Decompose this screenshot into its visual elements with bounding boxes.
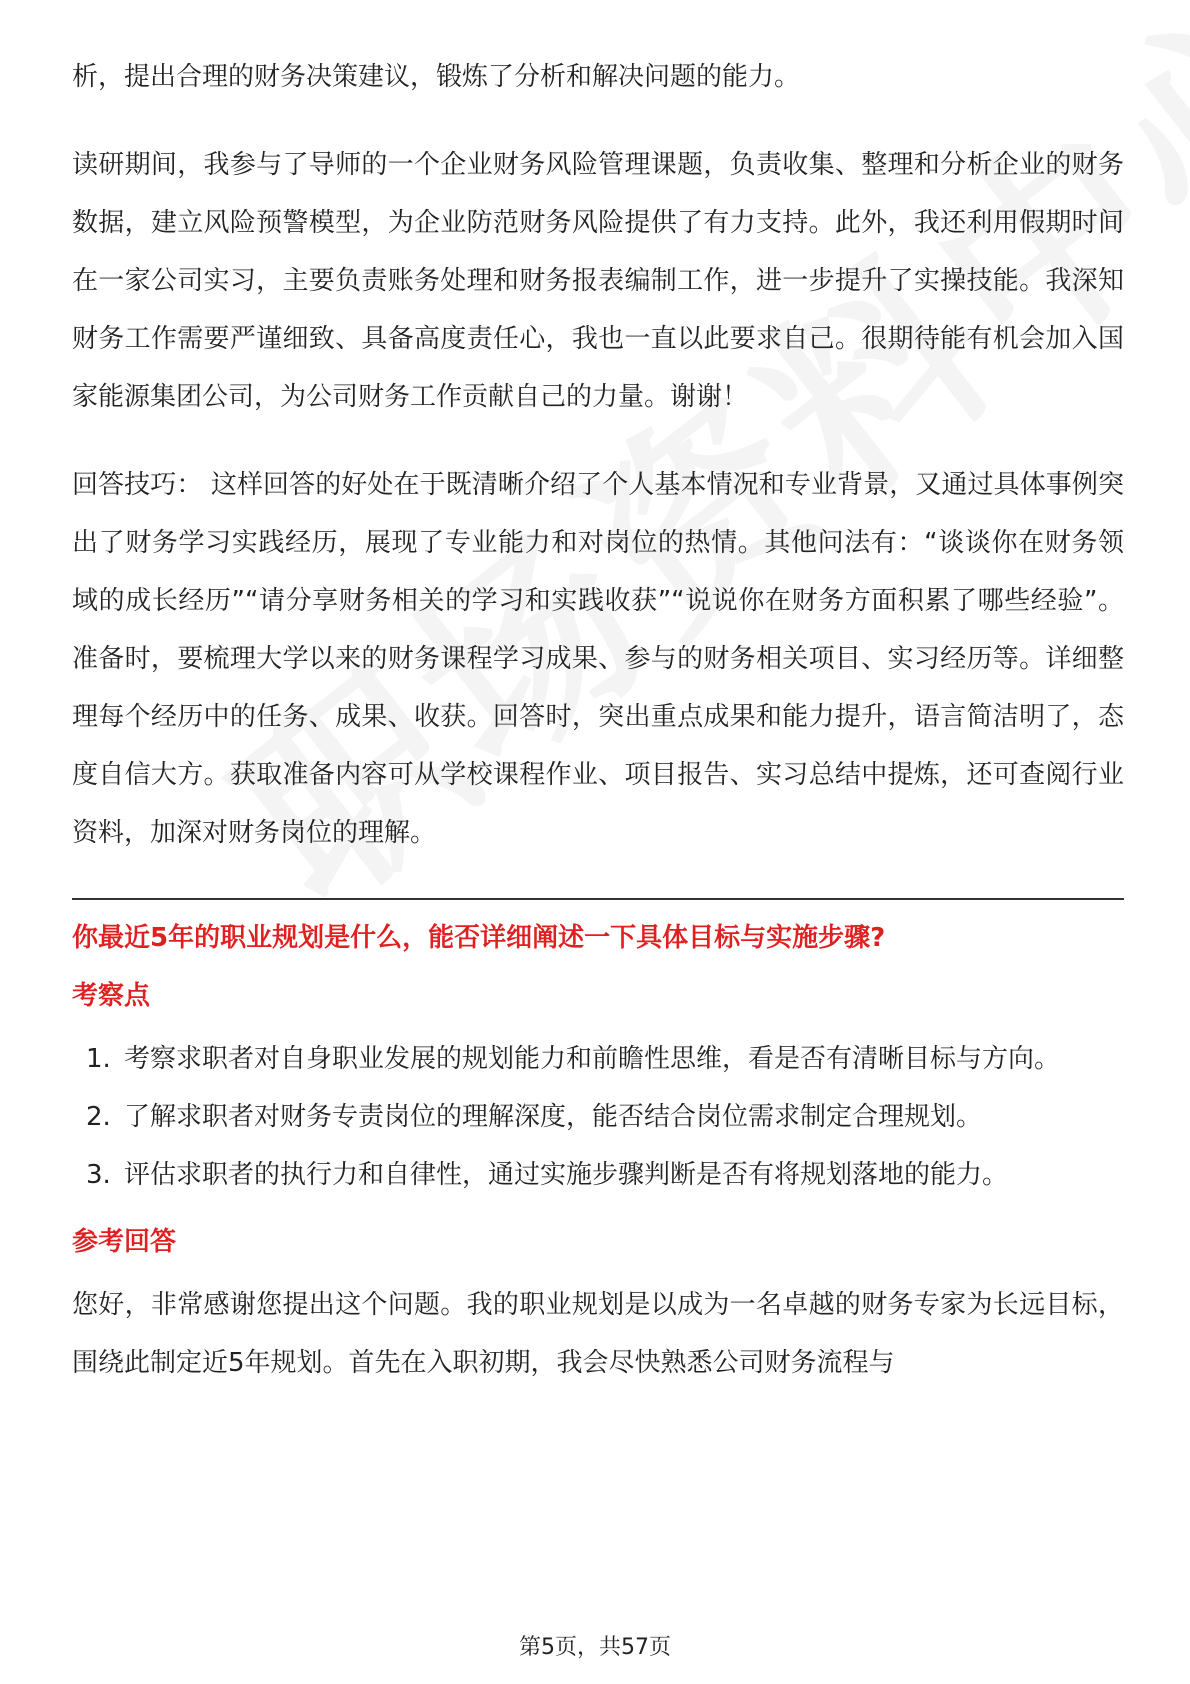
answer-title: 参考回答	[72, 1227, 177, 1257]
list-item-text: 考察求职者对自身职业发展的规划能力和前瞻性思维，看是否有清晰目标与方向。	[124, 1044, 1061, 1074]
list-item-number: 1.	[86, 1044, 111, 1074]
list-item-number: 3.	[86, 1160, 111, 1190]
list-item	[72, 1030, 1124, 1088]
points-title: 考察点	[72, 981, 151, 1011]
list-item-number: 2.	[86, 1102, 111, 1132]
section-divider	[72, 898, 1124, 900]
points-list	[72, 1030, 1124, 1204]
page-footer: 第5页，共57页	[519, 1635, 671, 1660]
list-item	[72, 1088, 1124, 1146]
document-content	[72, 48, 1124, 1392]
list-item-text: 评估求职者的执行力和自律性，通过实施步骤判断是否有将规划落地的能力。	[124, 1160, 1009, 1190]
list-item-text: 了解求职者对财务专责岗位的理解深度，能否结合岗位需求制定合理规划。	[124, 1102, 983, 1132]
paragraph-answer-tips: 回答技巧： 这样回答的好处在于既清晰介绍了个人基本情况和专业背景，又通过具体事例突出了财务学习实践经历，展现了专业能力和对岗位的热情。其他问法有：“谈谈你在财务领域的成长经历”“请分享财务相关的学习和实践收获”“说说你在财务方面积累了哪些经验”。准备时，要梳理大学以来的财务课程学习成果、参与的财务相关项目、实习经历等。详细整理每个经历中的任务、成果、收获。回答时，突出重点成果和能力提升，语言简洁明了，态度自信大方。获取准备内容可从学校课程作业、项目报告、实习总结中提炼，还可查阅行业资料，加深对财务岗位的理解。	[72, 470, 1124, 848]
list-item	[72, 1146, 1124, 1204]
paragraph-continuation: 析，提出合理的财务决策建议，锻炼了分析和解决问题的能力。	[72, 62, 801, 92]
interview-question: 你最近5年的职业规划是什么，能否详细阐述一下具体目标与实施步骤?	[72, 923, 886, 953]
paragraph-experience: 读研期间，我参与了导师的一个企业财务风险管理课题，负责收集、整理和分析企业的财务数据，建立风险预警模型，为企业防范财务风险提供了有力支持。此外，我还利用假期时间在一家公司实习，主要负责账务处理和财务报表编制工作，进一步提升了实操技能。我深知财务工作需要严谨细致、具备高度责任心，我也一直以此要求自己。很期待能有机会加入国家能源集团公司，为公司财务工作贡献自己的力量。谢谢！	[72, 150, 1124, 412]
paragraph-reference-answer: 您好，非常感谢您提出这个问题。我的职业规划是以成为一名卓越的财务专家为长远目标，围绕此制定近5年规划。首先在入职初期，我会尽快熟悉公司财务流程与	[72, 1290, 1124, 1378]
